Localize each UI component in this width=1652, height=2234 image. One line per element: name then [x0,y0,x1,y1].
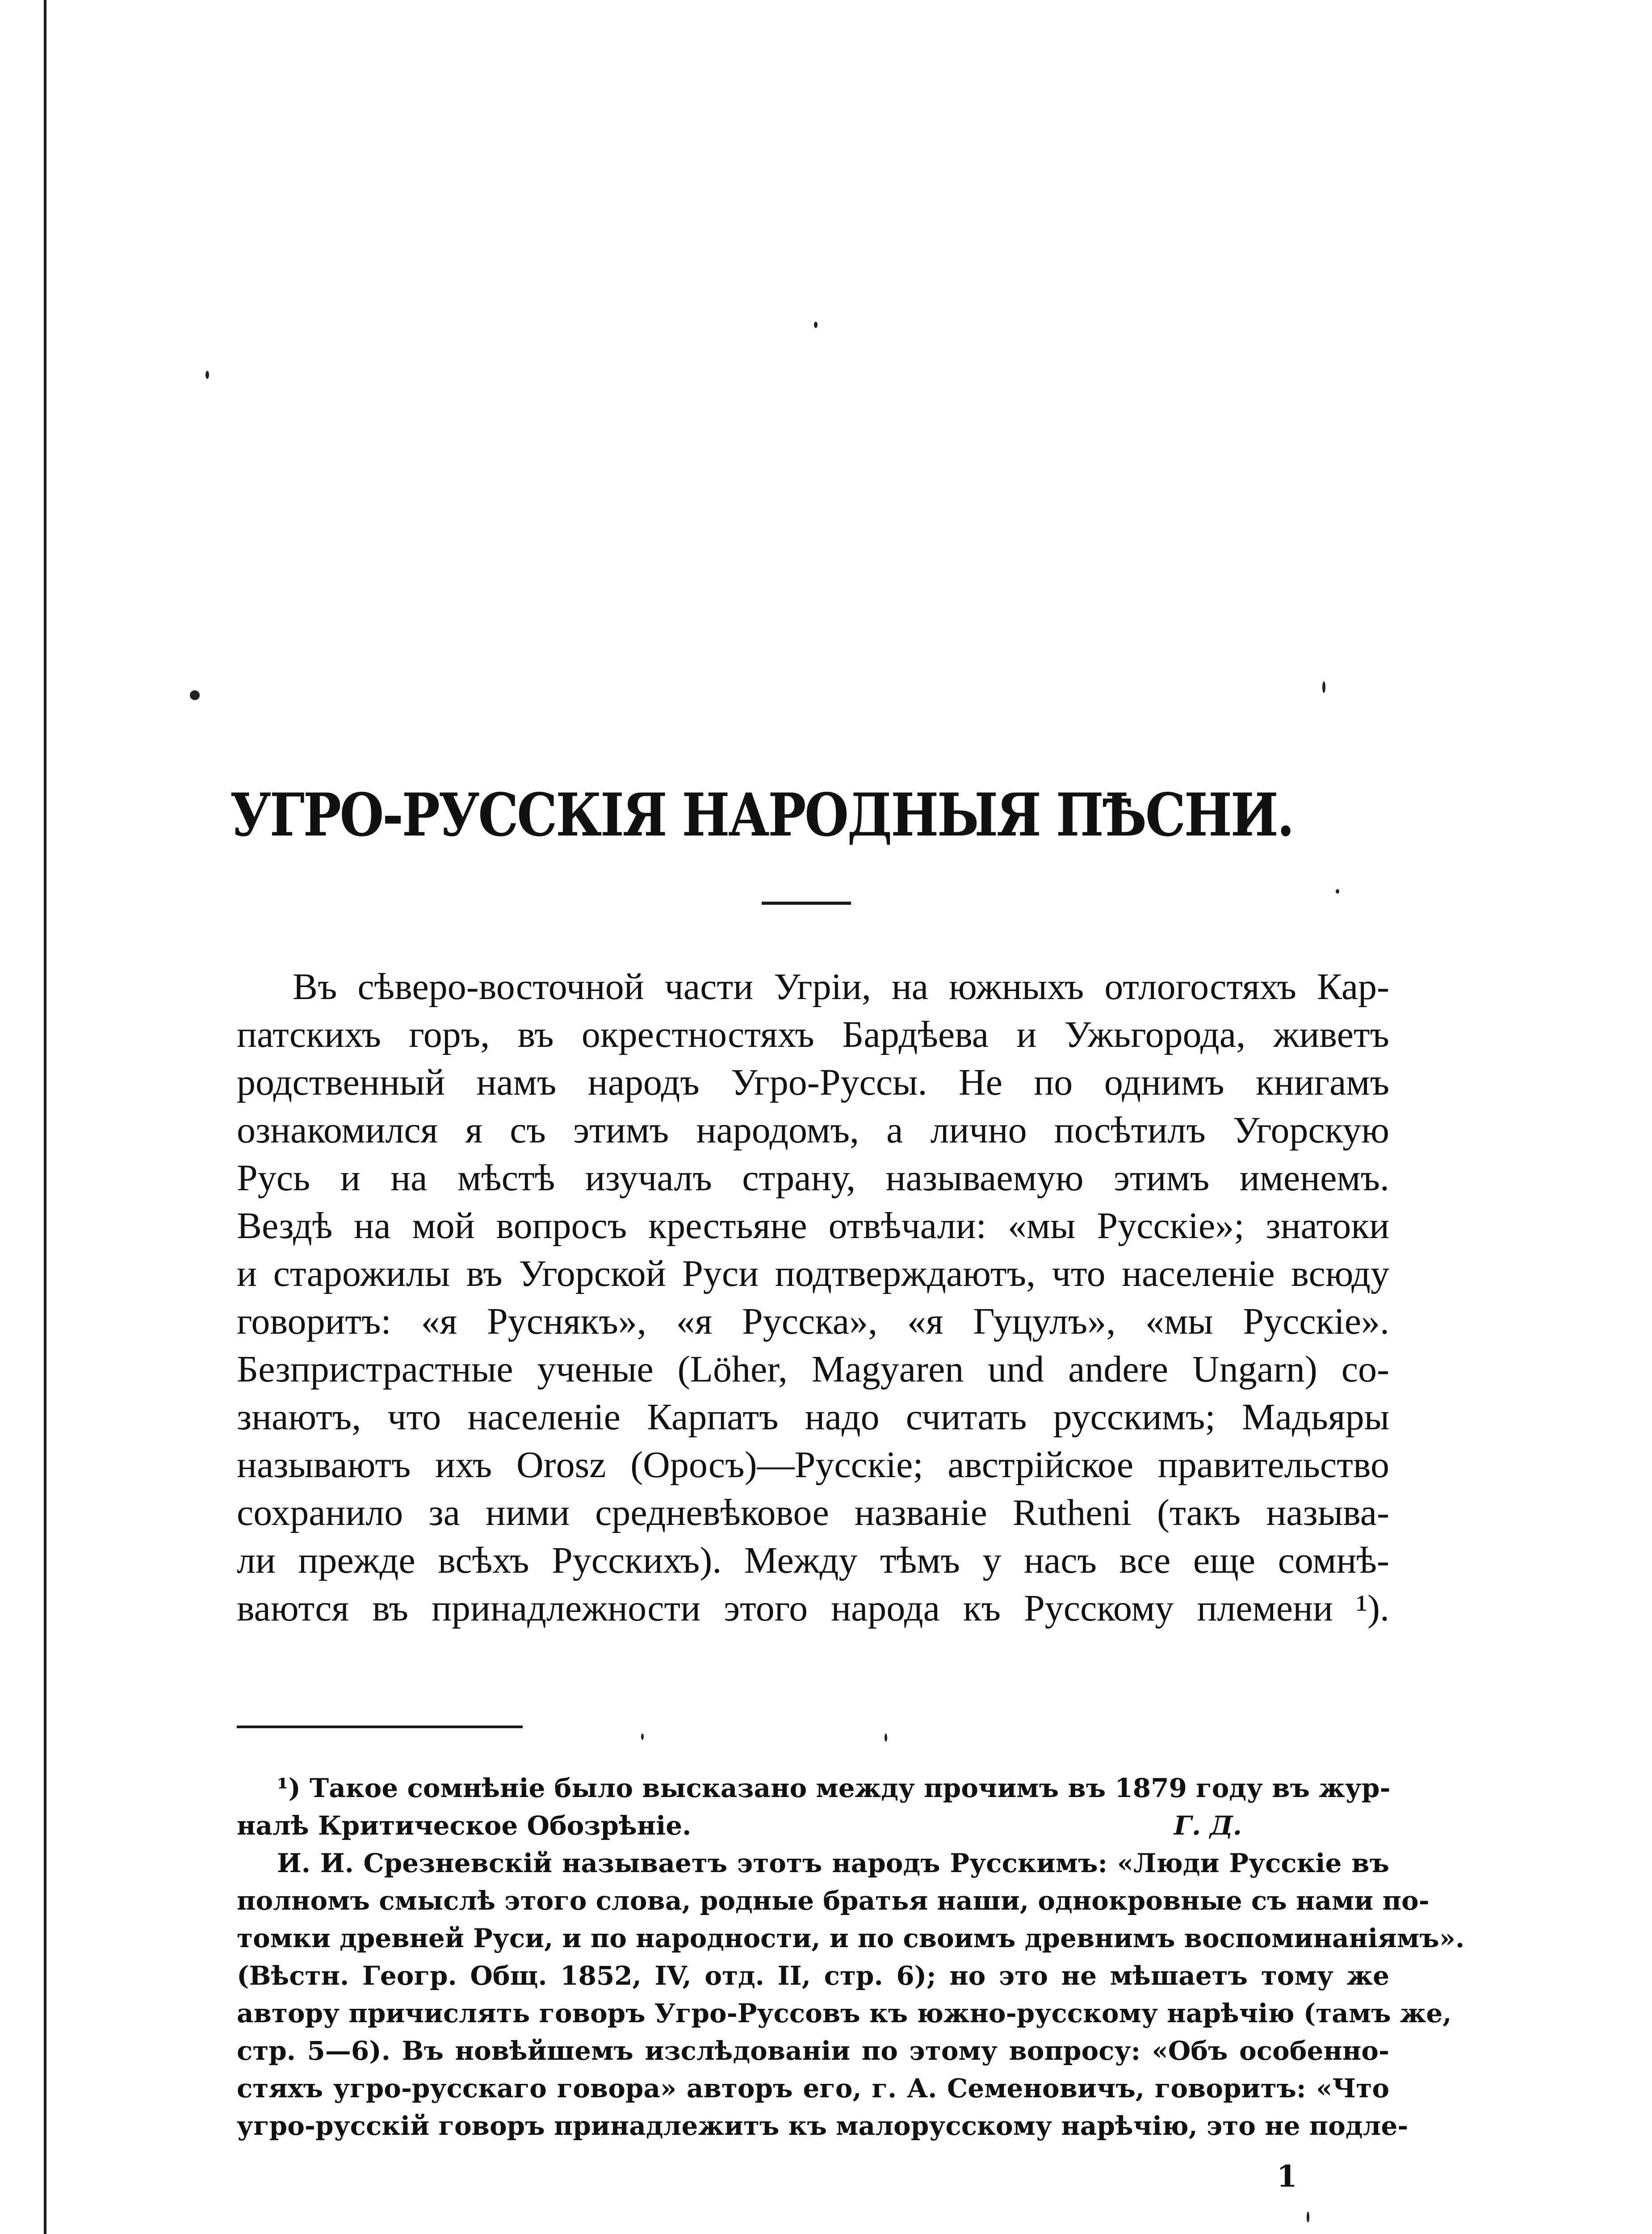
footnotes-block [237,1769,1465,2145]
footnote-journal: налѣ Критическое Обозрѣніе. [237,1810,692,1841]
body-line: Безпристрастные ученые (Löher, Magyaren und andere Ungarn) со- [237,1348,1389,1390]
ink-speck [1307,2212,1309,2222]
footnote-line: полномъ смыслѣ этого слова, родные братья наши, однокровные съ нами по- [237,1885,1430,1916]
ink-speck [885,1734,887,1742]
ink-speck [814,322,818,328]
footnote-line: угро-русскій говоръ принадлежитъ къ малорусскому нарѣчію, это не подле- [237,2111,1409,2141]
footnote-line: И. И. Срезневскій называетъ этотъ народъ Русскимъ: «Люди Русскіе въ [277,1848,1389,1878]
title-divider [762,902,851,905]
body-line: родственный намъ народъ Угро-Руссы. Не по однимъ книгамъ [237,1062,1389,1103]
body-line: ознакомился я съ этимъ народомъ, а лично посѣтилъ Угорскую [237,1109,1389,1151]
body-line: называютъ ихъ Orosz (Оросъ)—Русскіе; австрійское правительство [237,1444,1389,1486]
body-line: патскихъ горъ, въ окрестностяхъ Бардѣева и Ужьгорода, живетъ [237,1014,1389,1055]
footnote-line [237,1807,1389,1844]
footnote-line: томки древней Руси, и по народности, и по своимъ древнимъ воспоминаніямъ». [237,1923,1465,1953]
body-paragraph [237,963,1389,1632]
body-line: Въ сѣверо-восточной части Угріи, на южныхъ отлогостяхъ Кар- [293,966,1389,1008]
ink-speck [1322,681,1325,693]
page-binding-edge [44,0,46,2234]
body-line: ваются въ принадлежности этого народа къ Русскому племени ¹). [237,1587,1389,1629]
ink-speck [641,1734,644,1740]
body-line: Вездѣ на мой вопросъ крестьяне отвѣчали: «мы Русскіе»; знатоки [237,1205,1389,1247]
footnote-line: стр. 5—6). Въ новѣйшемъ изслѣдованіи по этому вопросу: «Объ особенно- [237,2036,1389,2066]
footnote-line: автору причислять говоръ Угро-Руссовъ къ южно-русскому нарѣчію (тамъ же, [237,1998,1452,2028]
ink-speck [205,371,209,379]
ink-speck [190,690,200,700]
footnote-divider [237,1726,523,1728]
body-line: Русь и на мѣстѣ изучалъ страну, называемую этимъ именемъ. [237,1157,1389,1199]
footnote-signature: Г. Д. [1174,1810,1242,1841]
body-line: и старожилы въ Угорской Руси подтверждаютъ, что населеніе всюду [237,1253,1389,1294]
footnote-line: (Вѣстн. Геогр. Общ. 1852, IV, отд. II, стр. 6); но это не мѣшаетъ тому же [237,1961,1389,1991]
footnote-line: ¹) Такое сомнѣніе было высказано между прочимъ въ 1879 году въ жур- [277,1773,1391,1803]
footnote-line: стяхъ угро-русскаго говора» авторъ его, г. А. Семеновичъ, говоритъ: «Что [237,2073,1389,2104]
page-number: 1 [1277,2159,1297,2194]
article-title: УГРО-РУССКІЯ НАРОДНЫЯ ПѢСНИ. [230,781,1293,850]
body-line: знаютъ, что населеніе Карпатъ надо считать русскимъ; Мадьяры [237,1396,1389,1438]
body-line: сохранило за ними средневѣковое названіе Rutheni (такъ называ- [237,1492,1389,1533]
ink-speck [1336,889,1339,894]
body-line: ли прежде всѣхъ Русскихъ). Между тѣмъ у насъ все еще сомнѣ- [237,1540,1389,1581]
body-line: говоритъ: «я Руснякъ», «я Русска», «я Гуцулъ», «мы Русскіе». [237,1301,1389,1342]
